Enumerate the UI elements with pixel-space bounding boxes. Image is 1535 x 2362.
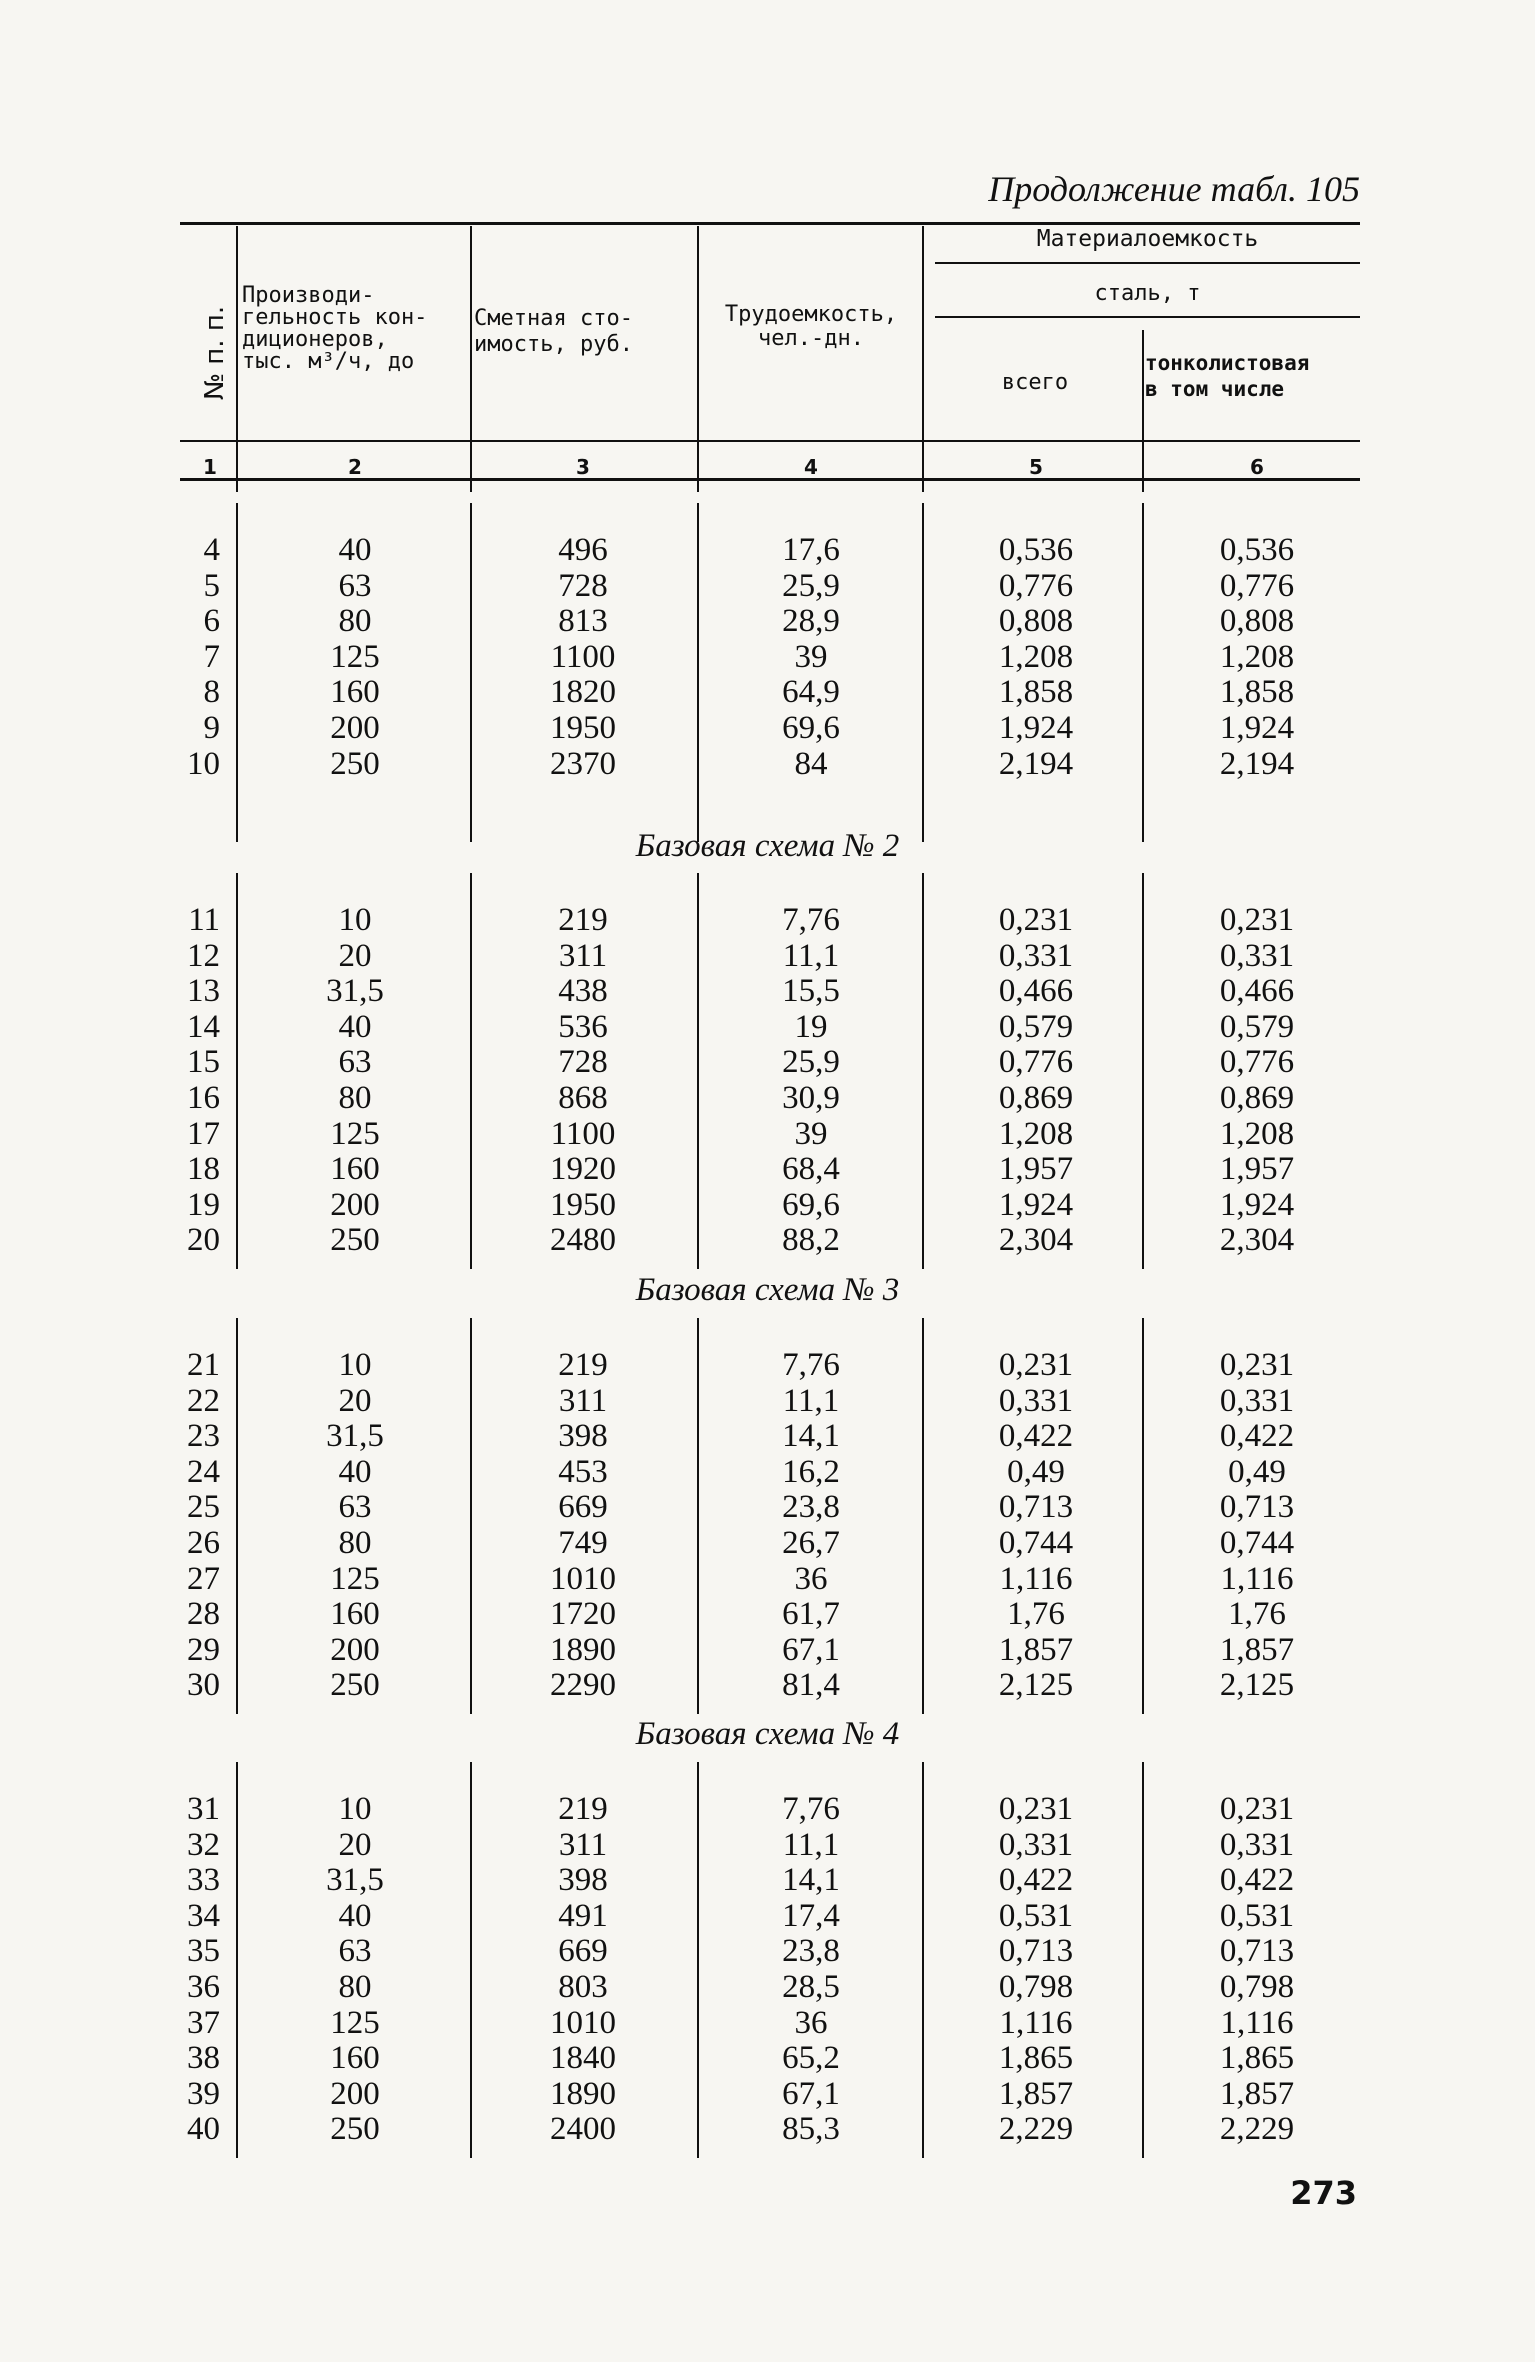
table-cell: 25,9 [782,567,840,604]
row-number-cell: 40 [187,2111,220,2148]
section-column-divider [236,503,238,842]
table-cell: 453 [558,1453,608,1490]
table-cell: 2,125 [998,1667,1074,1704]
table-cell: 2480 [550,1222,616,1259]
table-cell: 1950 [550,1186,616,1223]
section-column-divider [922,1762,924,2158]
row-number-cell: 4 [203,532,220,568]
section-column-divider [470,1318,472,1714]
table-cell: 80 [338,1969,372,2005]
table-cell: 728 [558,1044,608,1081]
table-cell: 7,76 [782,902,840,938]
section-column-divider [922,873,924,1269]
table-cell: 1,858 [998,674,1074,711]
table-cell: 1,957 [998,1151,1074,1188]
header-cost-label: Сметная сто- [474,306,633,331]
table-cell: 1,924 [998,710,1074,746]
table-cell: 160 [330,1596,380,1633]
row-number-cell: 9 [203,710,220,746]
table-cell: 81,4 [782,1667,840,1704]
row-number-cell: 7 [203,638,220,675]
header-capacity-label: тыс. м³/ч, до [242,349,415,374]
table-cell: 0,744 [998,1525,1074,1561]
section-column-divider [470,503,472,842]
table-cell: 63 [338,1489,372,1526]
table-cell: 1,857 [1219,2075,1295,2112]
header-material-group-label: Материалоемкость [1036,226,1259,252]
table-cell: 1820 [550,674,616,711]
header-capacity-label: Производи- [242,283,375,308]
table-cell: 1,924 [1219,710,1295,746]
section-title: Базовая схема № 3 [635,1272,900,1308]
table-cell: 160 [330,1151,380,1188]
table-cell: 0,808 [998,603,1074,640]
header-column-divider [470,226,472,492]
section-column-divider [236,1318,238,1714]
table-cell: 1,957 [1219,1151,1295,1188]
table-cell: 0,798 [1219,1969,1295,2005]
table-cell: 0,422 [998,1418,1074,1455]
section-column-divider [470,873,472,1269]
row-number-cell: 21 [187,1347,220,1383]
header-column-divider [236,226,238,492]
row-number-cell: 10 [187,745,220,782]
table-cell: 0,798 [998,1969,1074,2005]
table-cell: 0,422 [1219,1862,1295,1899]
table-cell: 1840 [550,2040,616,2077]
table-cell: 219 [558,1347,608,1383]
table-cell: 200 [330,1631,380,1668]
table-cell: 1010 [550,2004,616,2041]
header-row-number-label: № п. п. [200,305,230,400]
table-cell: 1,857 [998,1631,1074,1668]
table-cell: 491 [558,1897,608,1934]
row-number-cell: 5 [203,567,220,604]
table-cell: 10 [338,902,372,938]
table-cell: 40 [338,1453,372,1490]
header-column-divider [922,226,924,492]
table-cell: 0,869 [998,1080,1074,1116]
table-caption: Продолжение табл. 105 [988,169,1360,209]
section-column-divider [470,1762,472,2158]
section-title: Базовая схема № 2 [635,828,900,864]
table-cell: 0,713 [1219,1489,1295,1526]
table-cell: 0,466 [998,973,1074,1010]
table-cell: 0,231 [998,1347,1074,1383]
table-cell: 0,579 [1219,1008,1295,1045]
row-number-cell: 39 [187,2075,220,2112]
table-cell: 2,229 [998,2111,1074,2148]
section-column-divider [922,1318,924,1714]
table-cell: 0,579 [998,1008,1074,1045]
table-cell: 0,536 [998,532,1074,568]
table-cell: 0,231 [998,902,1074,938]
table-cell: 1100 [550,638,616,675]
table-cell: 398 [558,1418,608,1455]
table-cell: 31,5 [326,973,384,1010]
column-number: 3 [576,455,590,479]
table-cell: 2400 [550,2111,616,2148]
table-cell: 536 [558,1008,608,1045]
table-cell: 0,231 [998,1791,1074,1827]
table-cell: 728 [558,567,608,604]
section-title: Базовая схема № 4 [635,1716,900,1752]
table-cell: 1,116 [999,1560,1073,1597]
table-cell: 40 [338,1897,372,1934]
table-cell: 0,713 [998,1489,1074,1526]
header-cost-label: имость, руб. [474,332,633,357]
subgroup-rule [935,316,1360,318]
table-cell: 0,531 [998,1897,1074,1934]
table-cell: 40 [338,1008,372,1045]
table-cell: 1,208 [998,638,1074,675]
table-cell: 250 [330,745,380,782]
table-cell: 17,6 [782,532,840,568]
table-cell: 36 [794,2004,828,2041]
table-cell: 2,194 [1219,745,1295,782]
row-number-cell: 34 [187,1897,220,1934]
table-cell: 669 [558,1933,608,1970]
table-cell: 1890 [550,2075,616,2112]
header-labor-label: чел.-дн. [758,326,864,351]
table-cell: 749 [558,1525,608,1561]
table-cell: 61,7 [782,1596,840,1633]
header-column-divider [1142,330,1144,492]
row-number-cell: 23 [187,1418,220,1455]
table-cell: 1,924 [1219,1186,1295,1223]
section-column-divider [236,1762,238,2158]
table-cell: 160 [330,2040,380,2077]
table-cell: 0,713 [998,1933,1074,1970]
section-column-divider [697,1318,699,1714]
table-cell: 0,536 [1219,532,1295,568]
table-cell: 1920 [550,1151,616,1188]
row-number-cell: 17 [187,1115,220,1152]
row-number-cell: 33 [187,1862,220,1899]
table-cell: 1,208 [998,1115,1074,1152]
section-column-divider [697,1762,699,2158]
section-column-divider [697,503,699,842]
table-cell: 1,924 [998,1186,1074,1223]
row-number-cell: 29 [187,1631,220,1668]
row-number-cell: 28 [187,1596,220,1633]
row-number-cell: 37 [187,2004,220,2041]
header-sheet-label: в том числе [1145,377,1285,401]
table-cell: 311 [558,937,608,974]
table-cell: 0,466 [1219,973,1295,1010]
table-cell: 803 [558,1969,608,2005]
table-cell: 125 [330,638,380,675]
table-cell: 219 [558,1791,608,1827]
table-cell: 25,9 [782,1044,840,1081]
table-cell: 250 [330,1222,380,1259]
table-cell: 496 [558,532,608,568]
table-cell: 0,331 [998,1382,1074,1419]
table-cell: 31,5 [326,1418,384,1455]
table-cell: 15,5 [782,973,840,1010]
table-cell: 63 [338,1933,372,1970]
table-cell: 1,76 [1228,1596,1286,1633]
table-cell: 200 [330,1186,380,1223]
table-cell: 26,7 [782,1525,840,1561]
table-cell: 125 [330,1560,380,1597]
table-cell: 2,125 [1219,1667,1295,1704]
row-number-cell: 38 [187,2040,220,2077]
row-number-cell: 27 [187,1560,220,1597]
table-cell: 85,3 [782,2111,840,2148]
table-cell: 2,229 [1219,2111,1295,2148]
table-cell: 36 [794,1560,828,1597]
column-number: 5 [1029,455,1043,479]
table-cell: 88,2 [782,1222,840,1259]
table-cell: 0,422 [1219,1418,1295,1455]
table-cell: 219 [558,902,608,938]
section-column-divider [236,873,238,1269]
column-number: 1 [203,455,217,479]
section-column-divider [922,503,924,842]
table-cell: 80 [338,1080,372,1116]
table-cell: 0,776 [998,1044,1074,1081]
header-total-label: всего [1001,370,1069,395]
table-cell: 2,194 [998,745,1074,782]
table-cell: 0,331 [1219,1826,1295,1863]
header-column-divider [697,226,699,492]
table-cell: 68,4 [782,1151,840,1188]
header-capacity-label: диционеров, [242,327,388,352]
table-cell: 28,9 [782,603,840,640]
table-cell: 19 [794,1008,828,1045]
table-cell: 2290 [550,1667,616,1704]
table-cell: 63 [338,567,372,604]
table-cell: 125 [330,1115,380,1152]
table-cell: 669 [558,1489,608,1526]
header-capacity-label: гельность кон- [242,305,428,330]
table-cell: 1,857 [1219,1631,1295,1668]
table-cell: 1950 [550,710,616,746]
section-column-divider [1142,503,1144,842]
section-column-divider [1142,873,1144,1269]
page-number: 273 [1290,2174,1357,2212]
row-number-cell: 20 [187,1222,220,1259]
header-bottom-rule [180,440,1360,442]
row-number-cell: 26 [187,1525,220,1561]
table-cell: 31,5 [326,1862,384,1899]
row-number-cell: 11 [188,902,220,938]
table-cell: 84 [794,745,828,782]
table-cell: 438 [558,973,608,1010]
table-cell: 0,776 [998,567,1074,604]
table-cell: 7,76 [782,1791,840,1827]
table-cell: 0,422 [998,1862,1074,1899]
table-cell: 1720 [550,1596,616,1633]
table-cell: 0,331 [1219,1382,1295,1419]
table-cell: 11,1 [782,1826,840,1863]
table-cell: 69,6 [782,1186,840,1223]
table-cell: 1,116 [1220,2004,1294,2041]
table-cell: 1,865 [1219,2040,1295,2077]
table-cell: 20 [338,1826,372,1863]
table-cell: 40 [338,532,372,568]
table-cell: 1100 [550,1115,616,1152]
table-cell: 14,1 [782,1862,840,1899]
row-number-cell: 19 [187,1186,220,1223]
table-cell: 1,865 [998,2040,1074,2077]
column-number: 2 [348,455,362,479]
row-number-cell: 24 [187,1453,220,1490]
table-cell: 65,2 [782,2040,840,2077]
table-cell: 0,231 [1219,1791,1295,1827]
table-cell: 1010 [550,1560,616,1597]
table-cell: 2,304 [1219,1222,1295,1259]
table-cell: 160 [330,674,380,711]
table-cell: 1,857 [998,2075,1074,2112]
table-cell: 125 [330,2004,380,2041]
row-number-cell: 6 [203,603,220,640]
row-number-cell: 31 [187,1791,220,1827]
table-cell: 0,531 [1219,1897,1295,1934]
row-number-cell: 22 [187,1382,220,1419]
table-cell: 16,2 [782,1453,840,1490]
table-cell: 1890 [550,1631,616,1668]
table-cell: 0,231 [1219,902,1295,938]
row-number-cell: 15 [187,1044,220,1081]
table-cell: 398 [558,1862,608,1899]
table-cell: 0,331 [1219,937,1295,974]
table-cell: 0,869 [1219,1080,1295,1116]
header-top-rule [180,222,1360,225]
row-number-cell: 36 [187,1969,220,2005]
row-number-cell: 18 [187,1151,220,1188]
section-column-divider [697,873,699,1269]
header-sheet-label: тонколистовая [1145,351,1310,375]
table-cell: 20 [338,1382,372,1419]
table-cell: 311 [558,1826,608,1863]
table-cell: 69,6 [782,710,840,746]
header-labor-label: Трудоемкость, [724,302,898,327]
row-number-cell: 30 [187,1667,220,1704]
table-cell: 0,776 [1219,1044,1295,1081]
table-cell: 250 [330,1667,380,1704]
table-cell: 64,9 [782,674,840,711]
table-cell: 250 [330,2111,380,2148]
table-cell: 11,1 [782,937,840,974]
table-cell: 11,1 [782,1382,840,1419]
table-cell: 20 [338,937,372,974]
table-cell: 30,9 [782,1080,840,1116]
section-column-divider [1142,1762,1144,2158]
table-cell: 1,76 [1007,1596,1065,1633]
row-number-cell: 14 [187,1008,220,1045]
table-cell: 80 [338,1525,372,1561]
table-cell: 0,49 [1007,1453,1065,1490]
column-number: 6 [1250,455,1264,479]
row-number-cell: 16 [187,1080,220,1116]
row-number-cell: 25 [187,1489,220,1526]
table-cell: 1,858 [1219,674,1295,711]
table-cell: 39 [794,638,828,675]
table-cell: 0,744 [1219,1525,1295,1561]
table-cell: 200 [330,710,380,746]
row-number-cell: 12 [187,937,220,974]
table-cell: 7,76 [782,1347,840,1383]
table-cell: 0,331 [998,937,1074,974]
column-number: 4 [804,455,818,479]
table-cell: 23,8 [782,1933,840,1970]
table-cell: 868 [558,1080,608,1116]
table-cell: 23,8 [782,1489,840,1526]
table-cell: 0,713 [1219,1933,1295,1970]
table-cell: 17,4 [782,1897,840,1934]
group-rule [935,262,1360,264]
table-cell: 80 [338,603,372,640]
table-cell: 2370 [550,745,616,782]
table-cell: 14,1 [782,1418,840,1455]
section-column-divider [1142,1318,1144,1714]
table-cell: 1,208 [1219,1115,1295,1152]
table-cell: 28,5 [782,1969,840,2005]
table-cell: 39 [794,1115,828,1152]
row-number-cell: 8 [203,674,220,711]
table-cell: 10 [338,1347,372,1383]
table-cell: 2,304 [998,1222,1074,1259]
table-cell: 1,208 [1219,638,1295,675]
table-cell: 63 [338,1044,372,1081]
row-number-cell: 35 [187,1933,220,1970]
table-cell: 0,776 [1219,567,1295,604]
table-cell: 67,1 [782,2075,840,2112]
row-number-cell: 13 [187,973,220,1010]
table-cell: 0,331 [998,1826,1074,1863]
table-cell: 67,1 [782,1631,840,1668]
table-cell: 813 [558,603,608,640]
table-cell: 0,49 [1228,1453,1286,1490]
table-cell: 0,808 [1219,603,1295,640]
table-cell: 1,116 [999,2004,1073,2041]
table-cell: 1,116 [1220,1560,1294,1597]
header-steel-label: сталь, т [1094,281,1201,306]
table-cell: 311 [558,1382,608,1419]
table-cell: 0,231 [1219,1347,1295,1383]
table-cell: 200 [330,2075,380,2112]
row-number-cell: 32 [187,1826,220,1863]
table-cell: 10 [338,1791,372,1827]
